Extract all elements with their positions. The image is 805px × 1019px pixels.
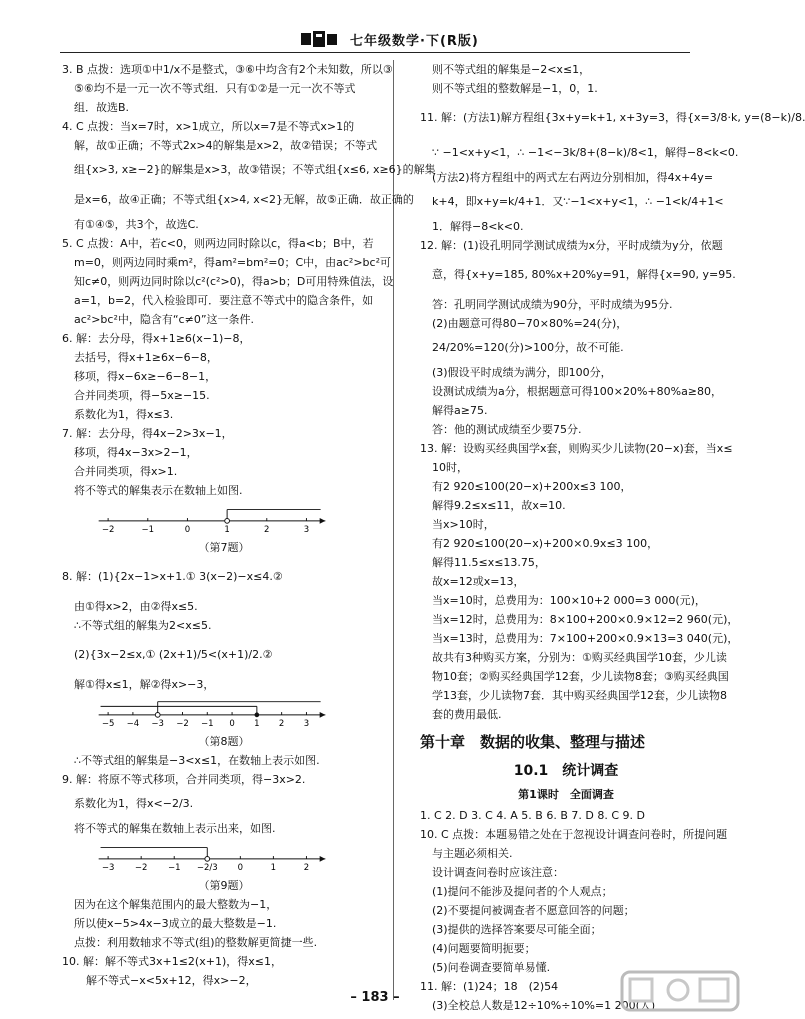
text-line: 3. B 点拨：选项①中1/x不是整式，③⑥中均含有2个未知数，所以③ <box>62 63 393 76</box>
text-line: 所以使x−5>4x−3成立的最大整数是−1. <box>74 917 277 930</box>
text-line: 物10套；②购买经典国学12套，少儿读物8套；③购买经典国 <box>432 670 729 683</box>
tick-label: −2 <box>134 863 148 874</box>
text-line: 学13套，少儿读物7套．其中购买经典国学12套，少儿读物8 <box>432 689 727 702</box>
page-header <box>0 0 750 54</box>
text-line: 10. 解：解不等式3x+1≤2(x+1)，得x≤1， <box>62 955 282 968</box>
tick-label: −1 <box>141 525 155 536</box>
tick-label: −5 <box>101 719 115 730</box>
text-line: 1．解得−8<k<0. <box>432 220 524 233</box>
tick-label: 3 <box>303 525 310 536</box>
page-header-title: 七年级数学·下(R版) <box>350 34 479 49</box>
book-logo-icon <box>300 30 340 48</box>
text-line: 则不等式组的整数解是−1，0，1. <box>432 82 598 95</box>
text-line: (1)提问不能涉及提问者的个人观点； <box>432 885 613 898</box>
text-line: 系数化为1，得x≤3. <box>74 408 174 421</box>
text-line: 合并同类项，得x>1. <box>74 465 178 478</box>
text-line: 解不等式−x<5x+12，得x>−2， <box>86 974 257 987</box>
text-line: 1. C 2. D 3. C 4. A 5. B 6. B 7. D 8. C 9. D <box>420 809 645 822</box>
chapter-heading: 第十章 数据的收集、整理与描述 <box>420 733 646 751</box>
text-line: 设测试成绩为a分，根据题意可得100×20%+80%a≥80， <box>432 385 723 398</box>
page-number: – 183 – <box>350 990 400 1005</box>
number-line-svg <box>62 840 362 874</box>
text-line: (3)全校总人数是12÷10%÷10%=1 200(人) <box>432 999 656 1012</box>
text-line: 4. C 点拨：当x=7时，x>1成立，所以x=7是不等式x>1的 <box>62 120 355 133</box>
text-line: ⑤⑥均不是一元一次不等式组．只有①②是一元一次不等式 <box>74 82 356 95</box>
axis-arrow-icon <box>320 712 326 718</box>
text-line: 套的费用最低. <box>432 708 502 721</box>
text-line: (2)由题意可得80−70×80%=24(分)， <box>432 317 628 330</box>
text-line: 则不等式组的解集是−2<x≤1， <box>432 63 591 76</box>
text-line: 有2 920≤100(20−x)+200×0.9x≤3 100， <box>432 537 659 550</box>
text-line: 合并同类项，得−5x≥−15. <box>74 389 210 402</box>
text-line: a=1，b=2，代入检验即可．要注意不等式中的隐含条件，如 <box>74 294 374 307</box>
text-line: 解得9.2≤x≤11，故x=10. <box>432 499 566 512</box>
axis-arrow-icon <box>320 518 326 524</box>
text-line: 解得a≥75. <box>432 404 488 417</box>
open-dot-icon <box>225 519 230 524</box>
tick-label: 1 <box>224 525 230 536</box>
tick-label: 2 <box>278 719 285 730</box>
text-line: 有①④⑤，共3个，故选C. <box>74 218 199 231</box>
text-line: 5. C 点拨：A中，若c<0，则两边同时除以c，得a<b；B中，若 <box>62 237 374 250</box>
text-line: 12. 解：(1)设孔明同学测试成绩为x分，平时成绩为y分，依题 <box>420 239 723 252</box>
tick-label: −1 <box>167 863 181 874</box>
text-line: 10时， <box>432 461 468 474</box>
left-column <box>62 60 436 990</box>
text-line: (4)问题要简明扼要； <box>432 942 536 955</box>
header-rule <box>60 52 690 53</box>
number-line-figure <box>62 840 386 895</box>
text-line: 解得11.5≤x≤13.75， <box>432 556 546 569</box>
text-line: 由①得x>2，由②得x≤5. <box>74 600 198 613</box>
text-line: 知c≠0，则两边同时除以c²(c²>0)，得a>b；D可用特殊值法，设 <box>74 275 394 288</box>
text-line: 有2 920≤100(20−x)+200x≤3 100， <box>432 480 632 493</box>
text-line: 当x=12时，总费用为：8×100+200×0.9×12=2 960(元)， <box>432 613 739 626</box>
text-line: ac²>bc²中，隐含有“c≠0”这一条件. <box>74 313 255 326</box>
filled-dot-icon <box>255 713 260 718</box>
number-line-svg <box>62 502 362 536</box>
text-line: 9. 解：将原不等式移项，合并同类项，得−3x>2. <box>62 773 306 786</box>
text-line: 7. 解：去分母，得4x−2>3x−1， <box>62 427 233 440</box>
text-line: (2)不要提问被调查者不愿意回答的问题； <box>432 904 635 917</box>
tick-label: −3 <box>151 719 164 730</box>
lesson-heading: 第1课时 全面调查 <box>518 788 614 801</box>
text-line: 与主题必须相关. <box>432 847 513 860</box>
text-line: 当x=13时，总费用为：7×100+200×0.9×13=3 040(元)， <box>432 632 739 645</box>
text-line: 11. 解：(1)24；18 (2)54 <box>420 980 559 993</box>
text-line: 6. 解：去分母，得x+1≥6(x−1)−8， <box>62 332 251 345</box>
text-line: 8. 解：(1){2x−1>x+1.① 3(x−2)−x≤4.② <box>62 570 283 583</box>
tick-label: 1 <box>270 863 277 874</box>
text-line: (5)问卷调查要简单易懂. <box>432 961 551 974</box>
figure-caption: （第8题） <box>198 735 250 748</box>
text-line: 11. 解：(方法1)解方程组{3x+y=k+1, x+3y=3，得{x=3/8·k, y=(8−k)/8. <box>420 111 805 124</box>
text-line: 去括号，得x+1≥6x−6−8， <box>74 351 218 364</box>
open-dot-icon <box>155 713 160 718</box>
tick-label: −2 <box>176 719 189 730</box>
text-line: 移项，得4x−3x>2−1， <box>74 446 198 459</box>
text-line: 组{x>3, x≥−2}的解集是x>3，故③错误；不等式组{x≤6, x≥6}的解集 <box>74 163 436 176</box>
text-line: 设计调查问卷时应该注意： <box>432 866 564 879</box>
text-line: 当x>10时， <box>432 518 495 531</box>
tick-label: 0 <box>237 863 244 874</box>
text-line: 24/20%=120(分)>100分，故不可能. <box>432 341 624 354</box>
text-line: 故共有3种购买方案，分别为：①购买经典国学10套，少儿读 <box>432 651 727 664</box>
text-line: 解，故①正确；不等式2x>4的解集是x>2，故②错误；不等式 <box>74 139 378 152</box>
text-line: (3)假设平时成绩为满分，即100分， <box>432 366 612 379</box>
section-heading: 10.1 统计调查 <box>513 763 619 779</box>
text-line: 点拨：利用数轴求不等式(组)的整数解更简捷一些. <box>74 936 318 949</box>
text-line: 故x=12或x=13， <box>432 575 525 588</box>
open-dot-icon <box>205 857 210 862</box>
watermark-stamp-icon <box>620 968 740 1014</box>
text-line: 将不等式的解集表示在数轴上如图. <box>74 484 243 497</box>
text-line: 是x=6，故④正确；不等式组{x>4, x<2}无解，故⑤正确．故正确的 <box>74 193 414 206</box>
tick-label: 3 <box>303 719 310 730</box>
axis-arrow-icon <box>320 856 326 862</box>
text-line: 将不等式的解集在数轴上表示出来，如图. <box>74 822 276 835</box>
figure-caption: （第7题） <box>198 541 250 554</box>
text-line: 移项，得x−6x≥−6−8−1， <box>74 370 217 383</box>
tick-label: −2/3 <box>196 863 218 874</box>
right-column <box>420 60 805 1015</box>
text-line: 组．故选B. <box>74 101 130 114</box>
text-line: 当x=10时，总费用为：100×10+2 000=3 000(元)， <box>432 594 706 607</box>
tick-label: 2 <box>264 525 270 536</box>
text-line: 系数化为1，得x<−2/3. <box>74 797 194 810</box>
text-line: 答：他的测试成绩至少要75分. <box>432 423 582 436</box>
text-line: (方法2)将方程组中的两式左右两边分别相加，得4x+4y= <box>432 171 714 184</box>
text-line: 答：孔明同学测试成绩为90分，平时成绩为95分. <box>432 298 673 311</box>
number-line-svg <box>62 696 362 730</box>
text-line: m=0，则两边同时乘m²，得am²=bm²=0；C中，由ac²>bc²可 <box>74 256 391 269</box>
number-line-figure <box>62 696 386 751</box>
tick-label: −2 <box>101 525 115 536</box>
tick-label: −4 <box>126 719 140 730</box>
tick-label: −3 <box>101 863 115 874</box>
text-line: ∵ −1<x+y<1，∴ −1<−3k/8+(8−k)/8<1，解得−8<k<0. <box>432 146 739 159</box>
text-line: 解①得x≤1，解②得x>−3， <box>74 678 215 691</box>
text-line: 意，得{x+y=185, 80%x+20%y=91，解得{x=90, y=95. <box>432 268 736 281</box>
text-line: 13. 解：设购买经典国学x套，则购买少儿读物(20−x)套，当x≤ <box>420 442 733 455</box>
text-line: 因为在这个解集范围内的最大整数为−1， <box>74 898 278 911</box>
text-line: ∴不等式组的解集为2<x≤5. <box>74 619 212 632</box>
number-line-figure <box>62 502 386 557</box>
tick-label: −1 <box>201 719 214 730</box>
text-line: (3)提供的选择答案要尽可能全面； <box>432 923 602 936</box>
tick-label: 0 <box>229 719 235 730</box>
text-line: k+4，即x+y=k/4+1．又∵−1<x+y<1，∴ −1<k/4+1< <box>432 195 724 208</box>
figure-caption: （第9题） <box>198 879 250 892</box>
text-line: ∴不等式组的解集是−3<x≤1，在数轴上表示如图. <box>74 754 320 767</box>
text-line: (2){3x−2≤x,① (2x+1)/5<(x+1)/2.② <box>74 648 273 661</box>
text-line: 10. C 点拨：本题易错之处在于忽视设计调查问卷时，所提问题 <box>420 828 728 841</box>
tick-label: 0 <box>184 525 191 536</box>
tick-label: 2 <box>303 863 310 874</box>
tick-label: 1 <box>254 719 260 730</box>
